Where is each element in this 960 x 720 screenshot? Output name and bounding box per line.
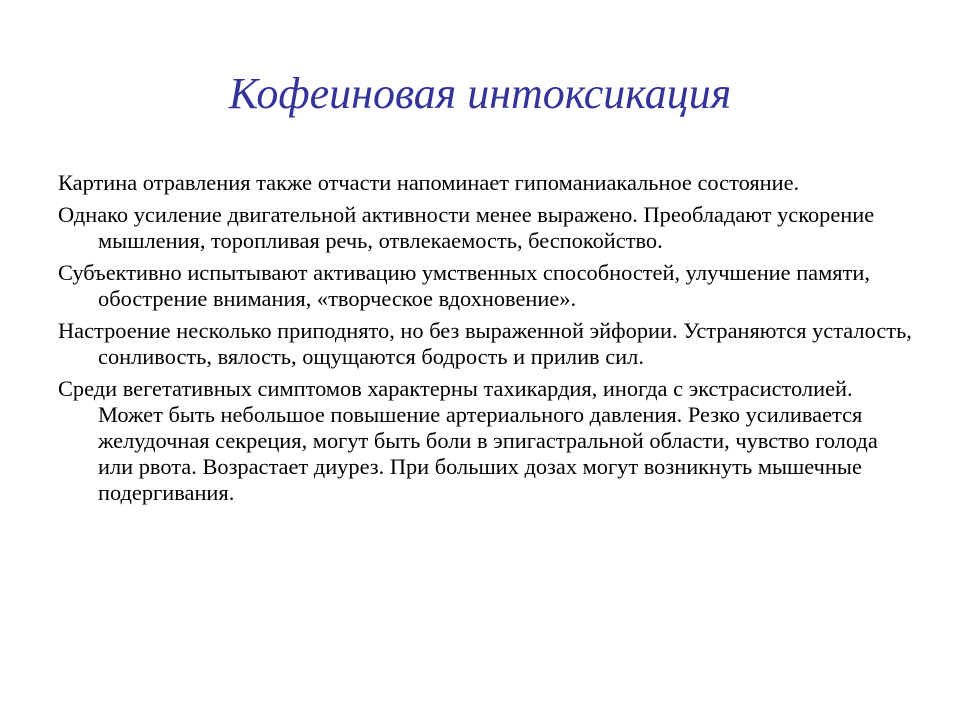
slide-title: Кофеиновая интоксикация: [228, 69, 732, 118]
body-paragraph: Однако усиление двигательной активности менее выражено. Преобладают ускорение мышления, торопливая речь, отвлекаемость, беспокойство.: [58, 202, 875, 253]
slide-body: [58, 170, 918, 512]
body-paragraph: Настроение несколько приподнято, но без выраженной эйфории. Устраняются усталость, сонливость, вялость, ощущаются бодрость и прилив сил.: [58, 318, 912, 369]
body-paragraph: Субъективно испытывают активацию умственных способностей, улучшение памяти, обострение внимания, «творческое вдохновение».: [58, 260, 870, 311]
body-paragraph: Среди вегетативных симптомов характерны тахикардия, иногда с экстрасистолией. Может быть небольшое повышение артериального давления. Резко усиливается желудочная секреция, могут быть боли в эпигастральной области, чувство голода или рвота. Возрастает диурез. При больших дозах могут возникнуть мышечные подергивания.: [58, 376, 878, 505]
body-paragraph: Картина отравления также отчасти напоминает гипоманиакальное состояние.: [58, 170, 800, 195]
